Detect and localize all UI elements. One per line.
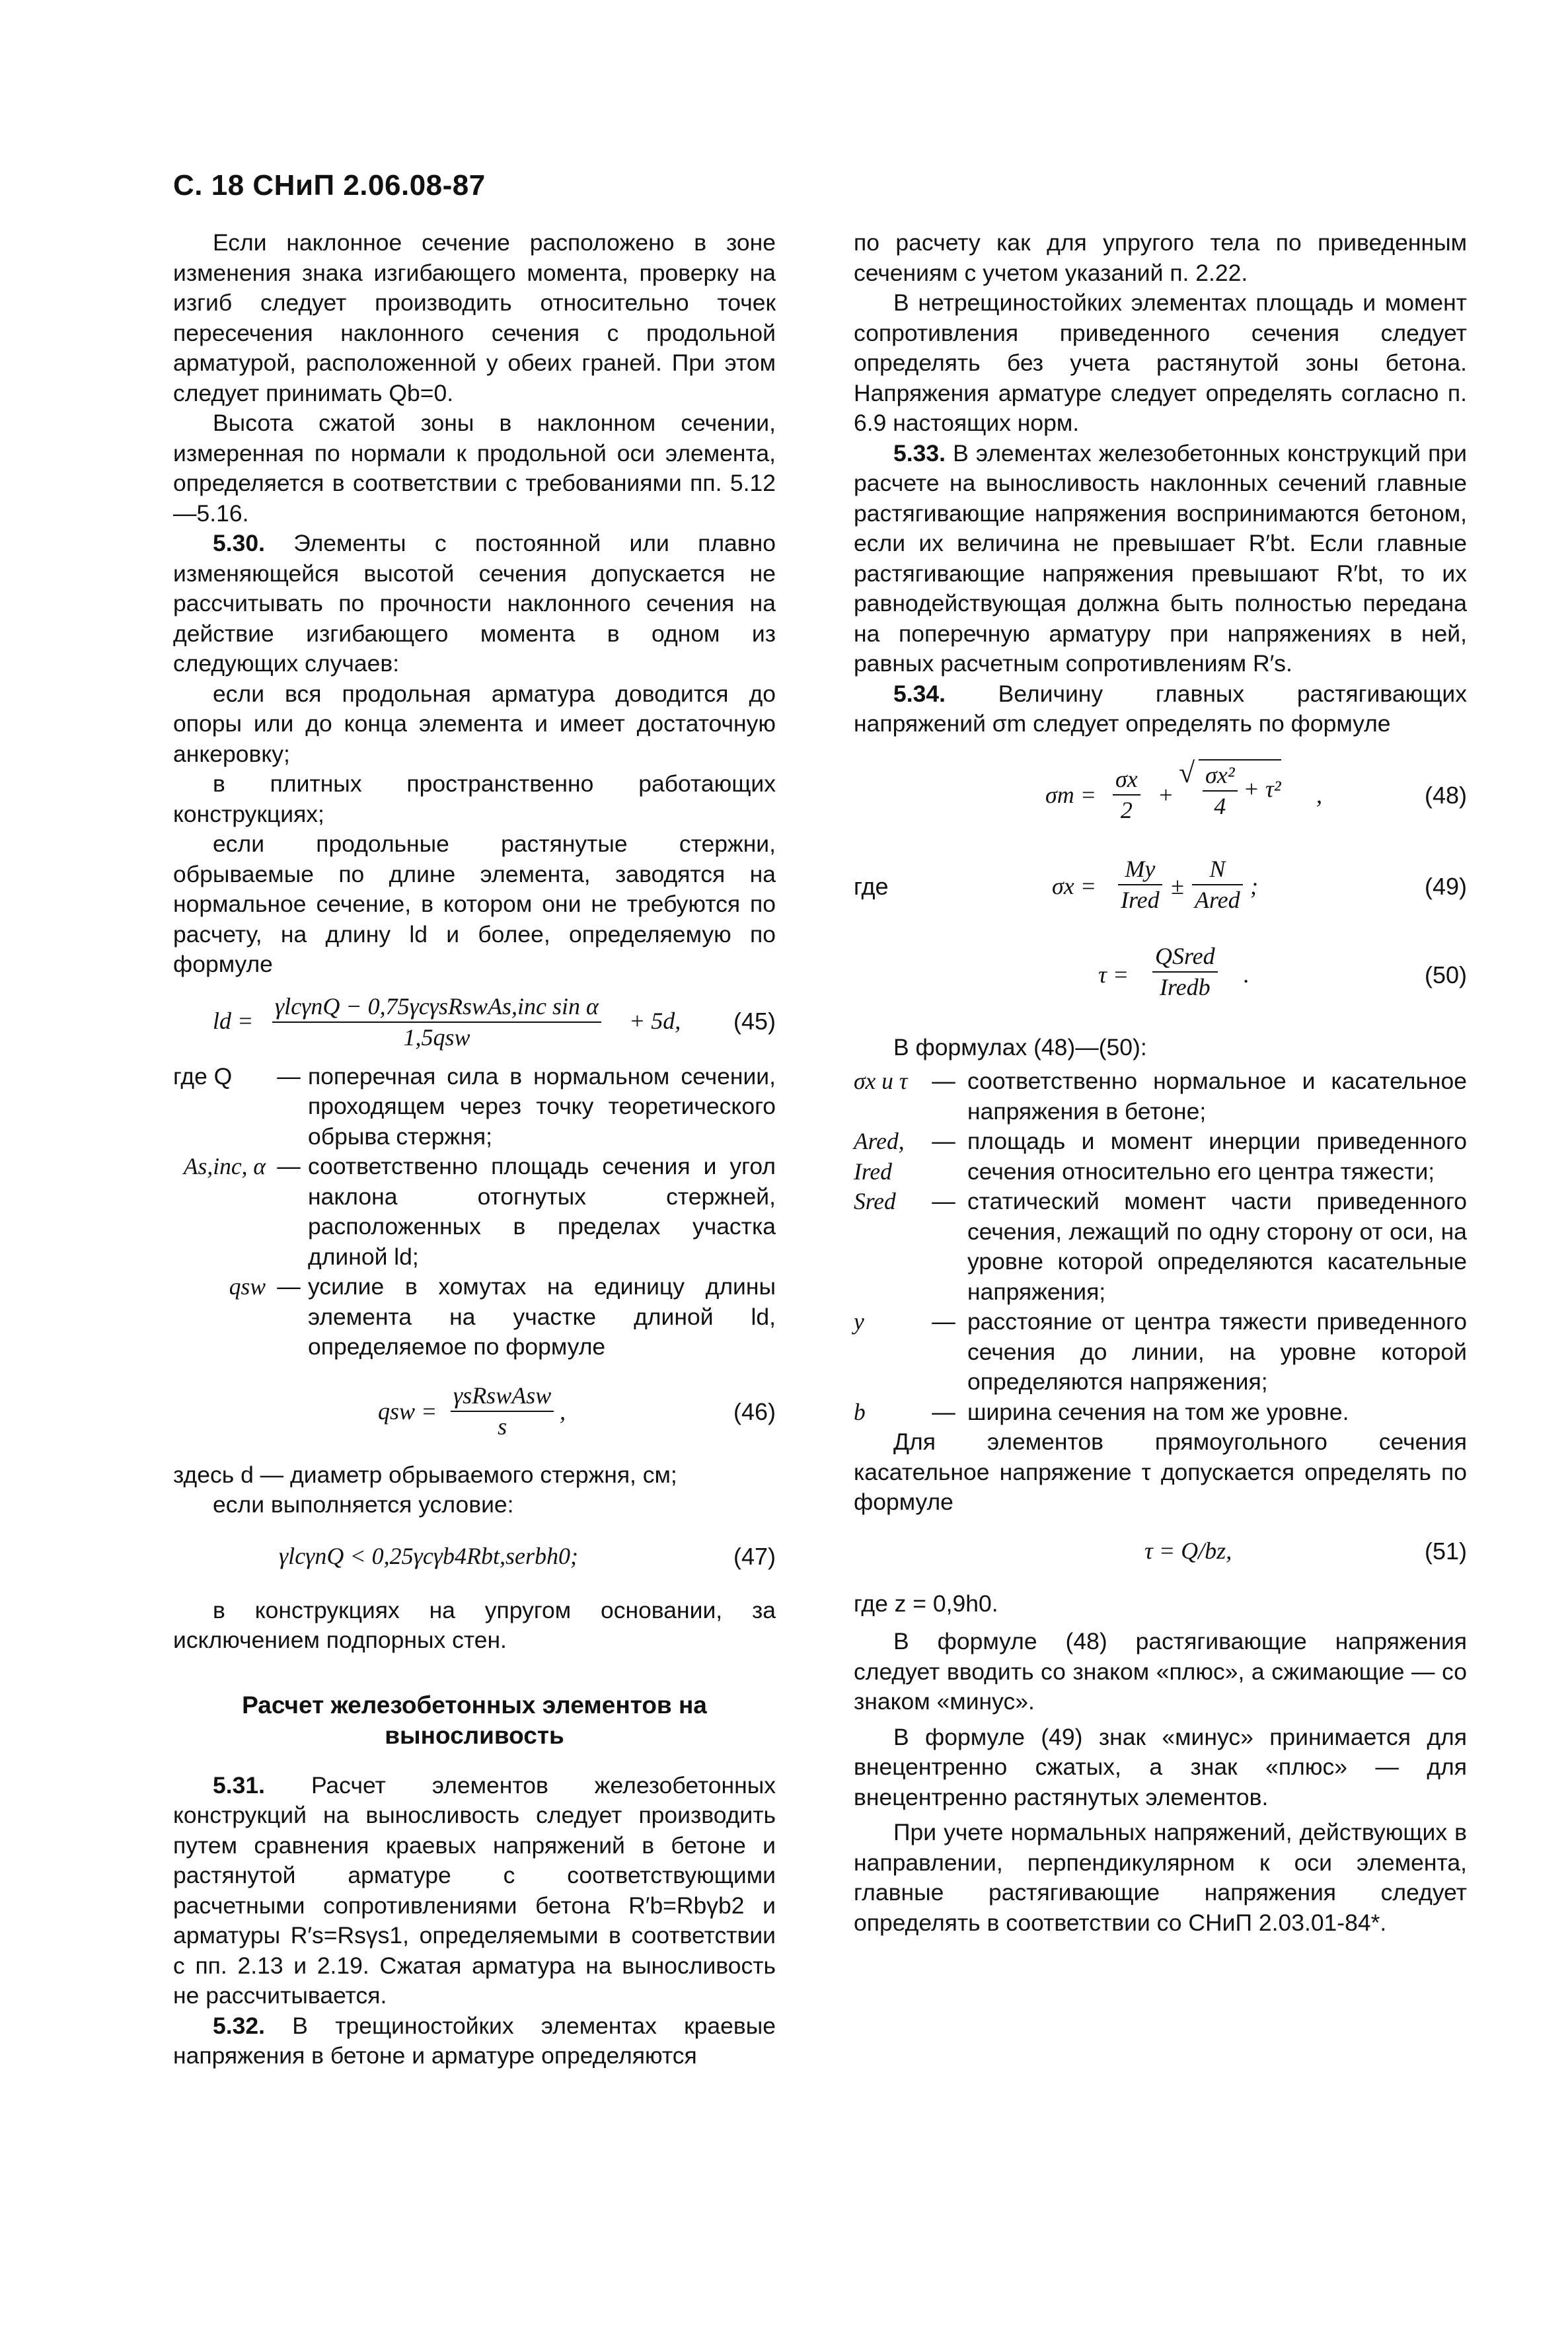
- clause-text: Величину главных растягивающих напряжений σm следует определять по формуле: [854, 680, 1467, 737]
- right-column: [854, 228, 1467, 1938]
- clause-number: 5.30.: [213, 530, 265, 556]
- fraction-denominator: Iredb: [1160, 974, 1211, 1000]
- paragraph: в плитных пространственно работающих конструкциях;: [173, 770, 776, 827]
- formula-tail: ,: [560, 1397, 566, 1425]
- definition-text: площадь и момент инерции приведенного сечения относительно его центра тяжести;: [967, 1128, 1467, 1185]
- definition-symbol: As,inc, α: [183, 1153, 266, 1179]
- clause-text: В трещиностойких элементах краевые напряжения в бетоне и арматуре определяются: [173, 2012, 776, 2069]
- fraction-numerator: γlcγnQ − 0,75γcγsRswAs,inc sin α: [272, 992, 601, 1023]
- formula-tail: .: [1244, 961, 1250, 988]
- paragraph: В формулах (48)—(50):: [893, 1033, 1147, 1060]
- paragraph: где z = 0,9h0.: [854, 1590, 998, 1617]
- fraction-denominator: 2: [1120, 797, 1133, 823]
- formula-fraction: [272, 992, 601, 1053]
- formula-50: [854, 938, 1467, 1017]
- formula-fraction: [1192, 854, 1243, 916]
- definition-symbol: y: [854, 1308, 864, 1335]
- definition-item: где Q — поперечная сила в нормальном сечении, проходящем через точку теоретического обрыва стержня;: [173, 1062, 776, 1152]
- formula-fraction: [1152, 942, 1218, 1003]
- clause-number: 5.33.: [893, 439, 946, 466]
- formula-fraction: [1118, 854, 1162, 916]
- clause-number: 5.32.: [213, 2012, 265, 2039]
- definition-text: поперечная сила в нормальном сечении, проходящем через точку теоретического обрыва стержня;: [308, 1062, 776, 1150]
- formula-45: [173, 992, 776, 1058]
- fraction-denominator: 1,5qsw: [403, 1024, 470, 1051]
- paragraph: Для элементов прямоугольного сечения касательное напряжение τ допускается определять по формуле: [854, 1428, 1467, 1515]
- paragraph: Если наклонное сечение расположено в зоне изменения знака изгибающего момента, проверку на изгиб следует производить относительно точек пересечения наклонного сечения с продольной арматурой, расположенной у обеих граней. При этом следует принимать Qb=0.: [173, 229, 776, 406]
- paragraph-5-34: [854, 679, 1467, 739]
- formula-fraction: [1113, 764, 1140, 826]
- definition-text: соответственно площадь сечения и угол наклона отогнутых стержней, расположенных в пределах участка длиной ld;: [308, 1153, 776, 1270]
- definition-text: ширина сечения на том же уровне.: [967, 1398, 1349, 1425]
- formula-lhs: σm =: [1045, 781, 1097, 808]
- sqrt-radicand: [1199, 759, 1281, 822]
- formula-fraction: [451, 1381, 554, 1442]
- definitions-45: [173, 1062, 776, 1362]
- paragraph: В формуле (48) растягивающие напряжения следует вводить со знаком «плюс», а сжимающие — со знаком «минус».: [854, 1628, 1467, 1715]
- clause-number: 5.31.: [213, 1771, 265, 1799]
- formula-49: [854, 850, 1467, 930]
- formula-lhs: qsw =: [378, 1397, 437, 1425]
- definition-text: расстояние от центра тяжести приведенного сечения до линии, на уровне которой определяются напряжения;: [967, 1308, 1467, 1395]
- fraction-numerator: γsRswAsw: [451, 1381, 554, 1413]
- paragraph: здесь d — диаметр обрываемого стержня, см;: [173, 1461, 677, 1488]
- definition-item: As,inc, α — соответственно площадь сечения и угол наклона отогнутых стержней, расположенных в пределах участка длиной ld;: [173, 1152, 776, 1272]
- paragraph: если выполняется условие:: [213, 1491, 514, 1518]
- definitions-48-50: [854, 1066, 1467, 1427]
- fraction-numerator: QSred: [1152, 942, 1218, 973]
- paragraph: если вся продольная арматура доводится до опоры или до конца элемента и имеет достаточную анкеровку;: [173, 680, 776, 767]
- paragraph: по расчету как для упругого тела по приведенным сечениям с учетом указаний п. 2.22.: [854, 229, 1467, 286]
- fraction-denominator: s: [498, 1413, 507, 1440]
- definition-item: y — расстояние от центра тяжести приведенного сечения до линии, на уровне которой определяются напряжения;: [854, 1307, 1467, 1397]
- fraction-denominator: 4: [1214, 793, 1226, 819]
- formula-expression: γlcγnQ < 0,25γcγb4Rbt,serbh0;: [279, 1542, 578, 1569]
- formula-number: (49): [1424, 872, 1467, 900]
- page-header: С. 18 СНиП 2.06.08-87: [173, 169, 486, 202]
- definition-item: Ared, Ired — площадь и момент инерции приведенного сечения относительно его центра тяжести;: [854, 1127, 1467, 1187]
- formula-operator: +: [1158, 781, 1174, 808]
- section-heading: Расчет железобетонных элементов на выносливость: [242, 1691, 707, 1749]
- paragraph-5-32: [173, 2011, 776, 2071]
- definition-symbol: qsw: [229, 1273, 266, 1300]
- formula-number: (50): [1424, 961, 1467, 988]
- definition-item: σx и τ — соответственно нормальное и касательное напряжения в бетоне;: [854, 1066, 1467, 1127]
- formula-46: [173, 1381, 776, 1454]
- paragraph: Высота сжатой зоны в наклонном сечении, измеренная по нормали к продольной оси элемента, определяется в соответствии с требованиями пп. 5.12—5.16.: [173, 410, 776, 527]
- definition-item: qsw — усилие в хомутах на единицу длины элемента на участке длиной ld, определяемое по формуле: [173, 1272, 776, 1362]
- formula-lhs: ld =: [213, 1007, 254, 1034]
- formula-number: (51): [1424, 1537, 1467, 1565]
- formula-where: где: [854, 872, 889, 900]
- formula-operator: ±: [1171, 872, 1184, 899]
- formula-47: [173, 1536, 776, 1589]
- formula-tail: ,: [1316, 781, 1322, 808]
- clause-text: В элементах железобетонных конструкций при расчете на выносливость наклонных сечений главные растягивающие напряжения воспринимаются бетоном, если их величина не превышает R′bt. Если главные растягивающие напряжения превышают R′bt, то их равнодействующая должна быть полностью передана на поперечную арматуру при напряжениях в ней, равных расчетным сопротивлениям R′s.: [854, 439, 1467, 677]
- fraction-denominator: Ared: [1195, 887, 1240, 913]
- paragraph-5-30: [173, 529, 776, 679]
- formula-number: (47): [733, 1542, 776, 1570]
- definition-symbol: Ared, Ired: [854, 1128, 905, 1185]
- formula-tail: ;: [1250, 872, 1258, 899]
- clause-number: 5.34.: [893, 680, 946, 707]
- paragraph: В нетрещиностойких элементах площадь и момент сопротивления приведенного сечения следует определять без учета растянутой зоны бетона. Напряжения арматуре следует определять согласно п. 6.9 настоящих норм.: [854, 289, 1467, 436]
- sqrt-sign: √: [1179, 756, 1195, 789]
- definition-symbol: b: [854, 1398, 866, 1425]
- fraction-numerator: σx: [1113, 764, 1140, 796]
- formula-lhs: τ =: [1098, 961, 1129, 988]
- definition-text: соответственно нормальное и касательное напряжения в бетоне;: [967, 1068, 1467, 1125]
- formula-number: (45): [733, 1007, 776, 1035]
- left-column: [173, 228, 776, 2071]
- clause-text: Расчет элементов железобетонных конструкций на выносливость следует производить путем сравнения краевых напряжений в бетоне и растянутой арматуре с соответствующими расчетными сопротивлениями бетона R′b=Rbγb2 и арматуры R′s=Rsγs1, определяемыми в соответствии с пп. 2.13 и 2.19. Сжатая арматура на выносливость не рассчитывается.: [173, 1771, 776, 2009]
- formula-48: [854, 758, 1467, 844]
- fraction-numerator: σx²: [1203, 760, 1238, 792]
- definition-item: Sred — статический момент части приведенного сечения, лежащий по одну сторону от оси, на уровне которой определяются касательные напряжения;: [854, 1187, 1467, 1307]
- formula-number: (46): [733, 1397, 776, 1425]
- definition-text: усилие в хомутах на единицу длины элемента на участке длиной ld, определяемое по формуле: [308, 1273, 776, 1360]
- formula-number: (48): [1424, 781, 1467, 809]
- formula-expression: τ = Q/bz,: [1144, 1537, 1232, 1564]
- formula-tail: + 5d,: [629, 1007, 681, 1034]
- paragraph-5-33: [854, 439, 1467, 679]
- paragraph: в конструкциях на упругом основании, за исключением подпорных стен.: [173, 1596, 776, 1653]
- paragraph-5-31: [173, 1771, 776, 2011]
- definition-symbol: σx и τ: [854, 1068, 908, 1094]
- definition-symbol: где Q: [173, 1062, 233, 1090]
- paragraph: В формуле (49) знак «минус» принимается для внецентренно сжатых, а знак «плюс» — для внецентренно растянутых элементов.: [854, 1723, 1467, 1810]
- fraction-numerator: My: [1118, 854, 1162, 886]
- formula-term: + τ²: [1243, 775, 1281, 802]
- fraction-denominator: Ired: [1121, 887, 1160, 913]
- definition-item: b — ширина сечения на том же уровне.: [854, 1397, 1467, 1428]
- formula-51: [854, 1532, 1467, 1585]
- paragraph: При учете нормальных напряжений, действующих в направлении, перпендикулярном к оси элемента, главные растягивающие напряжения следует определять в соответствии со СНиП 2.03.01-84*.: [854, 1819, 1467, 1936]
- clause-text: Элементы с постоянной или плавно изменяющейся высотой сечения допускается не рассчитывать по прочности наклонного сечения на действие изгибающего момента в одном из следующих случаев:: [173, 530, 776, 677]
- definition-symbol: Sred: [854, 1188, 896, 1214]
- fraction-numerator: N: [1192, 854, 1243, 886]
- paragraph: если продольные растянутые стержни, обрываемые по длине элемента, заводятся на нормальное сечение, в котором они не требуются по расчету, на длину ld и более, определяемую по формуле: [173, 831, 776, 977]
- formula-lhs: σx =: [1052, 872, 1097, 899]
- definition-text: статический момент части приведенного сечения, лежащий по одну сторону от оси, на уровне которой определяются касательные напряжения;: [967, 1188, 1467, 1305]
